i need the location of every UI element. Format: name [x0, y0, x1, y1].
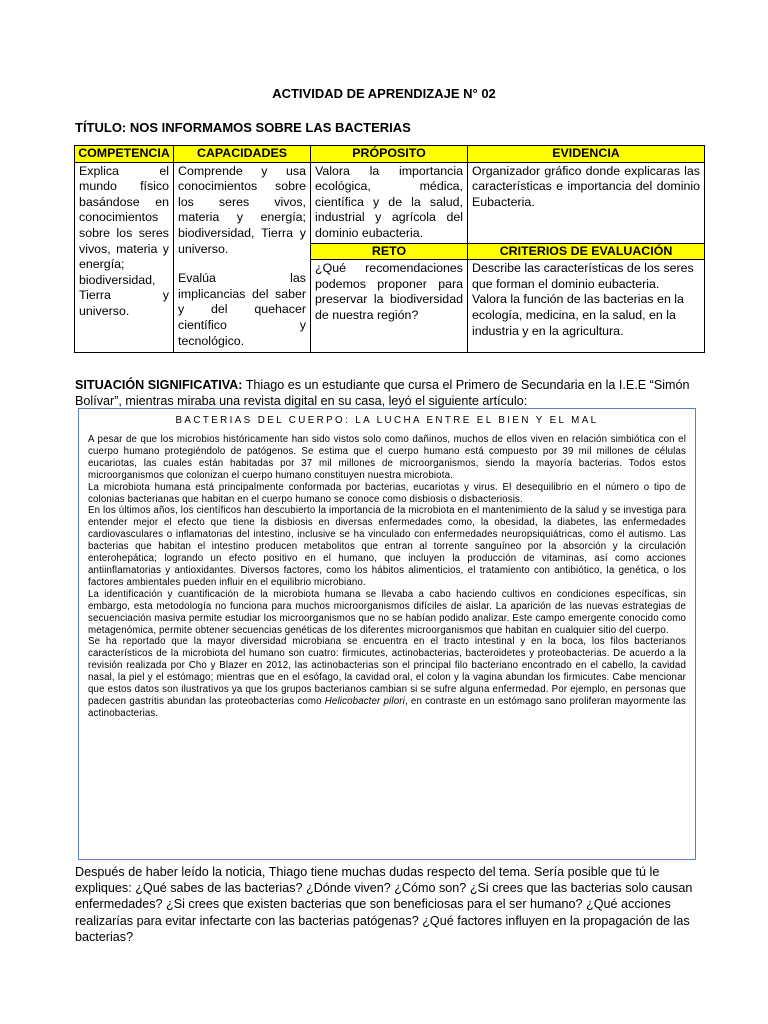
- table-header-row: [75, 146, 705, 163]
- document-title: ACTIVIDAD DE APRENDIZAJE N° 02: [272, 86, 496, 101]
- header-proposito: PRÓPOSITO: [311, 146, 468, 163]
- cell-criterios: [468, 260, 705, 353]
- article-box: [78, 408, 696, 860]
- article-paragraph: La identificación y cuantificación de la microbiota humana se llevaba a cabo haciendo cultivos en condiciones específicas, sin embargo, esta metodología no funciona para muchos microorganismos difíciles de aislar. La aparición de las nuevas estrategias de secuenciación masiva permite estudiar los microorganismos que no se habían podido analizar. Este campo emergente conocido como metagenómica, permite obtener secuencias genéticas de los diferentes microorganismos que habitan en cualquier sitio del cuerpo.: [88, 588, 686, 636]
- article-paragraph: A pesar de que los microbios históricamente han sido vistos solo como dañinos, muchos de ellos viven en relación simbiótica con el cuerpo humano protegiéndolo de patógenos. Se estima que el cuerpo humano está compuesto por 39 mil millones de células eucariotas, las cuales están habitadas por 37 mil millones de microorganismos, siendo la mayoría bacterias. Todos estos microorganismos que colonizan el cuerpo humano constituyen nuestra microbiota.: [88, 434, 686, 481]
- cell-proposito: Valora la importancia ecológica, médica, científica y de la salud, industrial y agrícola del dominio eubacteria.: [311, 162, 468, 243]
- cell-capacidades: [174, 162, 311, 353]
- capacidad-1: Comprende y usa conocimientos sobre los seres vivos, materia y energía; biodiversidad, Tierra y universo.: [178, 163, 306, 256]
- header-criterios: CRITERIOS DE EVALUACIÓN: [468, 243, 705, 260]
- capacidad-2: Evalúa las implicancias del saber y del quehacer científico y tecnológico.: [178, 271, 306, 348]
- competency-table: [74, 145, 705, 353]
- header-reto: RETO: [311, 243, 468, 260]
- table-row: [75, 162, 705, 243]
- spacer: [178, 257, 306, 271]
- criterio-2: Valora la función de las bacterias en la ecología, medicina, en la salud, en la industria y en la agricultura.: [472, 292, 684, 338]
- cell-reto: ¿Qué recomendaciones podemos proponer para preservar la biodiversidad de nuestra región?: [311, 260, 468, 353]
- cell-competencia: Explica el mundo físico basándose en conocimientos sobre los seres vivos, materia y energía; biodiversidad, Tierra y universo.: [75, 162, 174, 353]
- article-title: BACTERIAS DEL CUERPO: LA LUCHA ENTRE EL BIEN Y EL MAL: [175, 415, 599, 426]
- species-name: Helicobacter pilori: [324, 695, 405, 707]
- article-paragraph: En los últimos años, los científicos han descubierto la importancia de la microbiota en el mantenimiento de la salud y se investiga para entender mejor el efecto que tiene la disbiosis en diversas enfermedades como, la obesidad, la diabetes, las enfermedades cardiovasculares o inflamatorias del intestino, inclusive se ha vinculado con enfermedades neuropsiquiátricas, como el autismo. Las bacterias que habitan el intestino producen metabolitos que entran al torrente sanguíneo por la absorción y la circulación enterohepática; logrando un efecto positivo en el humano, que incluyen la producción de vitaminas, así como acciones antiinflamatorias y antioxidantes. Diversos factores, como los hábitos alimenticios, el tratamiento con antibiótico, la genética, o los factores ambientales pueden influir en el equilibrio microbiano.: [88, 505, 686, 588]
- header-capacidades: CAPACIDADES: [174, 146, 311, 163]
- article-text: , en contraste en un estómago sano proliferan mayormente las actinobacterias.: [88, 695, 686, 719]
- article-text: Se ha reportado que la mayor diversidad microbiana se encuentra en el tracto intestinal y en la boca, los filos bacterianos característicos de la microbiota del humano son cuatro: firmicutes, actinobacterias, bacteroidetes y proteobacterias. De acuerdo a la revisión realizada por Cho y Blazer en 2012, las actinobacterias son el principal filo bacteriano encontrado en el cabello, la cavidad nasal, la piel y el estómago; mientras que en el esófago, la cavidad oral, el colon y la vagina abundan los firmicutes. Cabe mencionar que estos datos son ilustrativos ya que los grupos bacterianos cambian si se sufre alguna enfermedad. Por ejemplo, en personas que padecen gastritis abundan las proteobacterias como: [88, 636, 686, 707]
- criterio-1: Describe las características de los seres que forman el dominio eubacteria.: [472, 261, 694, 291]
- article-paragraph: [88, 636, 686, 719]
- questions-paragraph: Después de haber leído la noticia, Thiago tiene muchas dudas respecto del tema. Sería posible que tú le expliques: ¿Qué sabes de las bacterias? ¿Dónde viven? ¿Cómo son? ¿Si crees que las bacterias solo causan enfermedades? ¿Si crees que existen bacterias que son beneficiosas para el ser humano? ¿Qué acciones realizarías para evitar infectarte con las bacterias patógenas? ¿Qué factores influyen en la propagación de las bacterias?: [75, 865, 693, 944]
- cell-evidencia: Organizador gráfico donde explicaras las características e importancia del dominio Eubacteria.: [468, 162, 705, 243]
- document-subtitle: TÍTULO: NOS INFORMAMOS SOBRE LAS BACTERIAS: [75, 120, 411, 135]
- situacion-text: Thiago es un estudiante que cursa el Primero de Secundaria en la I.E.E “Simón Bolívar”, mientras miraba una revista digital en su casa, leyó el siguiente artículo:: [75, 378, 690, 408]
- situacion-label: SITUACIÓN SIGNIFICATIVA:: [75, 378, 243, 392]
- article-paragraph: La microbiota humana está principalmente conformada por bacterias, eucariotas y virus. El desequilibrio en el número o tipo de colonias bacterianas que habitan en el cuerpo humano se conoce como disbiosis o disbacteriosis.: [88, 481, 686, 505]
- situacion-significativa: [75, 377, 696, 409]
- header-evidencia: EVIDENCIA: [468, 146, 705, 163]
- header-competencia: COMPETENCIA: [75, 146, 174, 163]
